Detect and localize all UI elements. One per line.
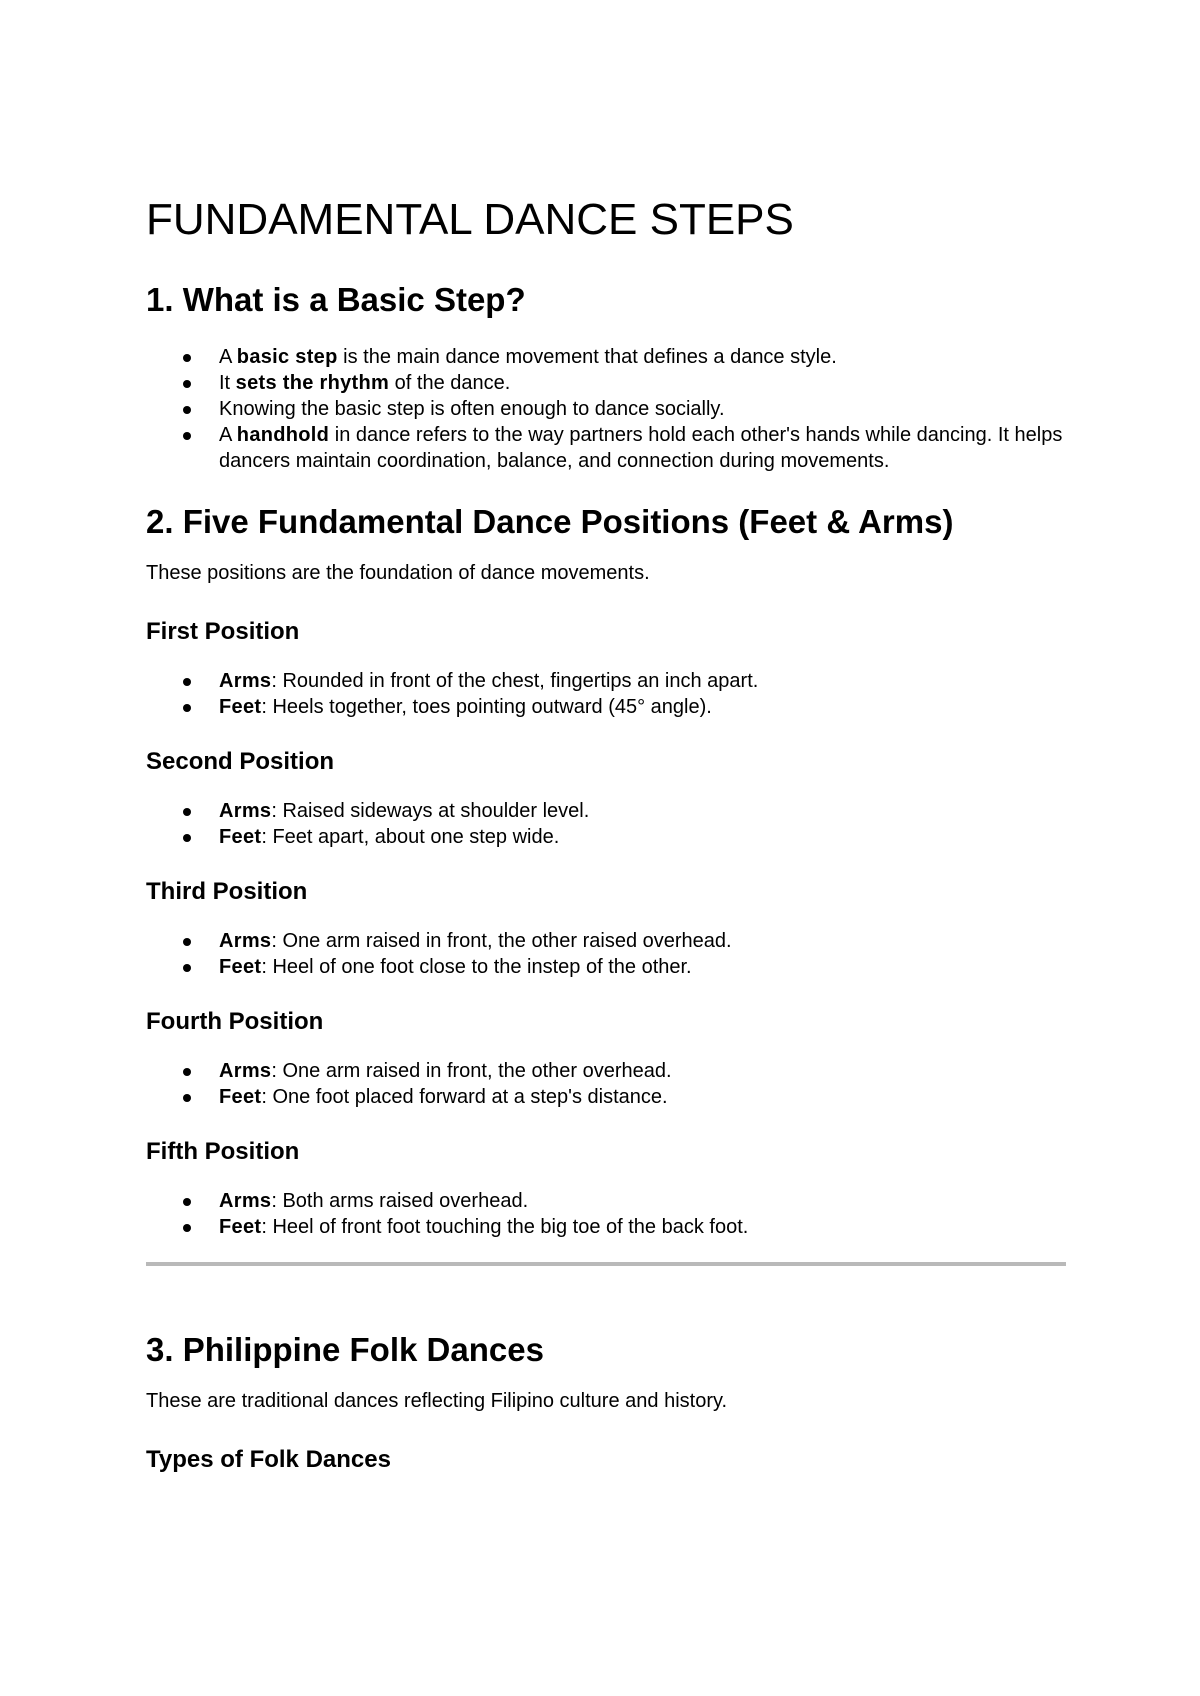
position-list-first	[146, 668, 1066, 720]
section-3-heading: 3. Philippine Folk Dances	[146, 1331, 544, 1368]
list-item: It sets the rhythm of the dance.	[146, 370, 1066, 396]
position-list-fifth	[146, 1188, 1066, 1240]
bullet-icon	[183, 432, 191, 440]
position-list-second	[146, 798, 1066, 850]
bullet-icon	[183, 678, 191, 686]
position-heading-fifth: Fifth Position	[146, 1138, 300, 1165]
bullet-icon	[183, 380, 191, 388]
list-item: Arms: One arm raised in front, the other overhead.	[146, 1058, 1066, 1084]
bullet-icon	[183, 1224, 191, 1232]
document-title: FUNDAMENTAL DANCE STEPS	[146, 195, 794, 244]
position-heading-third: Third Position	[146, 878, 308, 905]
section-2-intro: These positions are the foundation of dance movements.	[146, 562, 650, 584]
bullet-icon	[183, 1068, 191, 1076]
folk-dance-types-heading: Types of Folk Dances	[146, 1446, 391, 1473]
section-3-intro: These are traditional dances reflecting Filipino culture and history.	[146, 1390, 728, 1412]
bullet-icon	[183, 808, 191, 816]
bullet-icon	[183, 964, 191, 972]
list-item: Arms: Both arms raised overhead.	[146, 1188, 1066, 1214]
list-item: Arms: One arm raised in front, the other raised overhead.	[146, 928, 1066, 954]
bullet-icon	[183, 354, 191, 362]
position-heading-first: First Position	[146, 618, 300, 645]
list-item: Feet: Heel of one foot close to the instep of the other.	[146, 954, 1066, 980]
bullet-icon	[183, 704, 191, 712]
bullet-icon	[183, 1094, 191, 1102]
section-2-heading: 2. Five Fundamental Dance Positions (Feet & Arms)	[146, 503, 954, 540]
list-item: A handhold in dance refers to the way partners hold each other's hands while dancing. It helps dancers maintain coordination, balance, and connection during movements.	[146, 422, 1066, 474]
position-heading-second: Second Position	[146, 748, 335, 775]
bullet-icon	[183, 938, 191, 946]
list-item: Arms: Rounded in front of the chest, fingertips an inch apart.	[146, 668, 1066, 694]
basic-step-list	[146, 344, 1066, 474]
list-item: Feet: One foot placed forward at a step's distance.	[146, 1084, 1066, 1110]
list-item: Feet: Heels together, toes pointing outward (45° angle).	[146, 694, 1066, 720]
list-item: Feet: Heel of front foot touching the big toe of the back foot.	[146, 1214, 1066, 1240]
section-1-heading: 1. What is a Basic Step?	[146, 281, 526, 318]
bullet-icon	[183, 406, 191, 414]
list-item: A basic step is the main dance movement that defines a dance style.	[146, 344, 1066, 370]
list-item: Arms: Raised sideways at shoulder level.	[146, 798, 1066, 824]
bullet-icon	[183, 834, 191, 842]
list-item: Knowing the basic step is often enough to dance socially.	[146, 396, 1066, 422]
position-list-fourth	[146, 1058, 1066, 1110]
position-heading-fourth: Fourth Position	[146, 1008, 324, 1035]
horizontal-divider	[146, 1262, 1066, 1266]
list-item: Feet: Feet apart, about one step wide.	[146, 824, 1066, 850]
position-list-third	[146, 928, 1066, 980]
document-content	[146, 190, 1066, 1476]
bullet-icon	[183, 1198, 191, 1206]
